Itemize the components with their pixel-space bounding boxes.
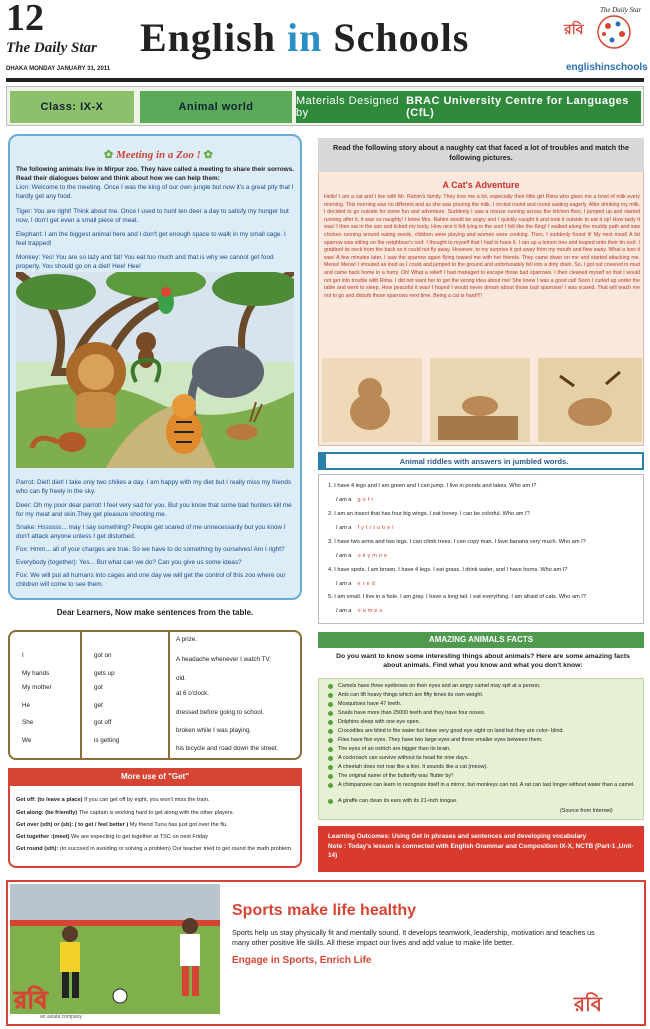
fact-item: Mosquitoes have 47 teeth.: [338, 701, 402, 707]
table-cell: We: [22, 737, 32, 744]
fact-bullet-icon: [328, 799, 333, 804]
brand-website: englishinschools: [566, 62, 648, 73]
get-usage: Get over (sth) or (sb): ( to get / feel better ) My friend Tunu has just got over the flu.: [16, 822, 228, 828]
sentence-table: [8, 630, 302, 760]
tree-icon: ✿: [200, 149, 213, 161]
fact-bullet-icon: [328, 702, 333, 707]
dialog-line: Monkey: Yes! You are so lazy and fat! You eat too much and that is why we cannot get food properly. You should go on a diet! Hee! Hee!: [16, 254, 274, 270]
ad-title: Sports make life healthy: [232, 902, 417, 919]
riddle-question: 2. I am an insect that has four big wings. I eat honey. I can be colorful. Who am I?: [328, 511, 530, 517]
topic-label: Animal world: [140, 91, 292, 123]
robi-brand: রবি: [574, 994, 602, 1016]
fact-item: The eyes of an ostrich are bigger than its brain.: [338, 746, 451, 752]
fact-bullet-icon: [328, 711, 333, 716]
fact-item: Camels have three eyebrows on their eyes and an angry camel may spit at a person.: [338, 683, 541, 689]
table-cell: is getting: [94, 737, 120, 744]
dialog-line: Fox: Hmm... all of your charges are true. So we have to do something by ourselves! Am I right?: [16, 546, 285, 553]
fact-bullet-icon: [328, 765, 333, 770]
riddle-answer: I am a oumes: [336, 608, 385, 614]
riddle-question: 3. I have two arms and two legs. I can climb trees. I can copy man. I love banana very much. Who am I?: [328, 539, 586, 545]
zoo-intro: The following animals live in Mirpur zoo. They have called a meeting to share their sorrows. Read their dialogues below and think about how we can help them:: [16, 166, 295, 182]
dialog-line: Everybody (together): Yes... But what can we do? Can you give us some ideas?: [16, 559, 242, 566]
riddle-answer: I am a okymne: [336, 553, 390, 559]
table-cell: old.: [176, 675, 187, 682]
table-cell: He: [22, 702, 31, 709]
get-usage: Get off: (to leave a place) If you can get off by eight, you won't miss the train.: [16, 797, 210, 803]
class-label: Class: IX-X: [10, 91, 134, 123]
svg-text:রবি: রবি: [564, 21, 584, 37]
fact-item: Flies have five eyes. They have two large eyes and three smaller eyes between them.: [338, 737, 543, 743]
more-get-heading: More use of "Get": [8, 768, 302, 786]
table-cell: My mother: [22, 684, 52, 691]
tree-icon: ✿: [104, 149, 116, 161]
ad-tagline: Engage in Sports, Enrich Life: [232, 955, 372, 966]
zoo-illustration: [16, 272, 294, 468]
facts-intro: Do you want to know some interesting things about animals? Here are some amazing facts about animals. Find what you know and what you don't know:: [336, 653, 630, 670]
facts-heading: AMAZING ANIMALS FACTS: [318, 632, 644, 648]
table-cell: dressed before going to school.: [176, 709, 264, 716]
get-usage: Get round (sth): (to succeed in avoiding or solving a problem) Our teacher tried to get round the math problem.: [16, 846, 293, 852]
fact-item: Ants can lift heavy things which are fifty times its own weight.: [338, 692, 484, 698]
fact-item: Dolphins sleep with one eye open.: [338, 719, 421, 725]
fact-bullet-icon: [328, 783, 333, 788]
story-title: A Cat's Adventure: [442, 180, 520, 190]
fact-bullet-icon: [328, 747, 333, 752]
table-cell: gets up: [94, 670, 115, 677]
riddle-answer: I am a ered: [336, 581, 377, 587]
riddle-question: 4. I have spots. I am brown. I have 4 legs. I eat grass. I drink water, and I have horns. Who am I?: [328, 567, 568, 573]
page-title: English in Schools: [140, 15, 470, 60]
fact-item: Crocodiles are blind in the water but have very good eye sight on land but they are color- blind.: [338, 728, 564, 734]
credit-label: Materials Designed by BRAC University Centre for Languages (CfL): [296, 91, 641, 123]
table-cell: at 6 o'clock.: [176, 690, 210, 697]
dialog-line: Tiger: You are right! Think about me. Once I used to hunt ten deer a day to satisfy my hunger but now, I don't get even a small piece of meat.: [16, 208, 289, 224]
riddle-question: 5. I am small. I live in a hole. I am gray. I have a long tail. I eat everything. I am afraid of cats. Who am I?: [328, 594, 586, 600]
dialog-line: Lion: Welcome to the meeting. Once I was the king of our own jungle but now it's a great pity that I hardly get any food.: [16, 184, 294, 200]
table-cell: got off: [94, 719, 112, 726]
table-cell: She: [22, 719, 34, 726]
story-instruction: Read the following story about a naughty cat that faced a lot of troubles and match the following pictures.: [318, 138, 644, 172]
fact-bullet-icon: [328, 729, 333, 734]
football-photo: [10, 884, 220, 1014]
table-divider: [168, 630, 170, 760]
learners-heading: Dear Learners, Now make sentences from the table.: [56, 608, 254, 617]
fact-bullet-icon: [328, 774, 333, 779]
dialog-line: Fox: We will put all humans into cages and one day we will get the control of this zoo where our children will come to see them.: [16, 572, 286, 588]
fact-bullet-icon: [328, 756, 333, 761]
fact-bullet-icon: [328, 693, 333, 698]
axiata-label: an axiata company: [40, 1014, 82, 1020]
fact-item: A chimpanzee can learn to recognize itself in a mirror, but monkeys can not. A rat can last longer without water than a camel.: [338, 782, 635, 788]
get-usage: Get along: (be friendly) The captain is working hard to get along with the other players.: [16, 810, 235, 816]
table-cell: A headache whenever I watch TV.: [176, 656, 271, 663]
table-cell: get: [94, 702, 103, 709]
table-cell: I: [22, 652, 24, 659]
fact-bullet-icon: [328, 684, 333, 689]
table-cell: got on: [94, 652, 112, 659]
riddle-answer: I am a gofr: [336, 497, 376, 503]
fact-item: A giraffe can clean its ears with its 21-inch tongue.: [338, 798, 458, 804]
table-cell: My hands: [22, 670, 50, 677]
dateline: DHAKA MONDAY JANUARY 31, 2011: [6, 66, 111, 72]
riddle-answer: I am a fytrtubel: [336, 525, 396, 531]
dialog-line: Elephant: I am the biggest animal here and I don't get enough space to walk in my small cage. I feel trapped!: [16, 231, 286, 247]
svg-text:রবি: রবি: [14, 987, 48, 1014]
riddles-heading: Animal riddles with answers in jumbled words.: [318, 452, 644, 470]
table-cell: broken while I was playing.: [176, 727, 252, 734]
masthead-rule: [6, 78, 644, 82]
table-cell: got: [94, 684, 103, 691]
learning-outcome: Learning Outcomes: Using Get in phrases and sentences and developing vocabulary Note : Today's lesson is connected with English Grammar and Composition IX-X, NCTB (Part-1 ,Unit-14): [318, 826, 644, 872]
fact-bullet-icon: [328, 738, 333, 743]
fact-item: The original name of the butterfly was 'flutter by'!: [338, 773, 454, 779]
fact-item: Snails have more than 25000 teeth and they have four noses.: [338, 710, 486, 716]
facts-source: (Source from Internet): [560, 808, 613, 814]
table-cell: his bicycle and road down the street.: [176, 745, 279, 752]
riddle-question: 1. I have 4 legs and I am green and I can jump. I live in ponds and lakes. Who am I?: [328, 483, 537, 489]
dialog-line: Snake: Hssssss... may I say something? People get scared of me unnecessarily but you know I don't attack anyone unless I get disturbed.: [16, 524, 286, 540]
get-usage: Get together :(meet) We are expecting to get together at TSC on next Friday: [16, 834, 208, 840]
fact-item: A cockroach can survive without its head for nine days.: [338, 755, 469, 761]
daily-star-logo: The Daily Star: [6, 40, 97, 56]
fact-item: A cheetah does not roar like a lion. It sounds like a cat (meow).: [338, 764, 488, 770]
brand-logo-text: The Daily Star: [600, 6, 642, 14]
dialog-line: Deer: Oh my poor dear parrot! I feel very sad for you. But you know that some bad hunters kill me for my meat and skin.They get pleasure shooting me.: [16, 502, 292, 518]
zoo-heading: ✿ Meeting in a Zoo ! ✿: [104, 149, 213, 161]
table-cell: A prize.: [176, 636, 197, 643]
page-number: 12: [6, 0, 44, 39]
story-text: Hello! I am a cat and I live with Mr. Rahim's family. They love me a lot, especially their little girl Rima who gives me a bowl of milk every morning. This morning was no different and as she was pouring the milk, I circled round and round waiting eagerly. After drinking my milk, I decided to go outside for some fun and adventure. Suddenly I saw a mouse running across the kitchen floor, I jumped up and started running after it, it was so naughty! I knew Mrs. Rahim would be angry and I quickly caught it and took it outside to eat it up! How tasty it was! I then sat in the sun and licked my body. How nice it felt lying in the sun! I felt like the King! I walked along the muddy path and saw chicken running around eating seeds, children were playing and women were cooking. Then, I suddenly found it! My next meal! A fat sparrow was sitting on the neighbour's roof. I thought to myself that I had to have it. I ran up a lemon tree and leaped onto their tin roof. I grabbed its neck from the back so it could not fly away. However, to my surprise it got away from my mouth and flew away. What a loss it was! A few minutes later, I saw the sparrow again flying toward me with her friends. They came down on me and started attacking me. Meow! Meow! I shouted as loud as I could and jumped to the ground and unfortunately fell into a dirty drain. So, I got out covered in mud and came back home in a hurry. Oh! What a relief! I had managed to escape those bad sparrows. I then cleaned myself so that I would not get into trouble with Rima. I did not want her to get the wrong idea about me! She knew I was a good cat! Soon I curled up under the table and went to sleep. How peaceful it was! I hoped I would never dream about those bad sparrows! I was scared. That will teach me not to go and disturb those sparrows next time. Being a cat is hard!!!!: [324, 194, 640, 299]
ad-body: Sports help us stay physically fit and mentally sound. It develops teamwork, leadership, motivation and teaches us many other positive life skills. All these impact our lives and add value to make life better.: [232, 928, 595, 947]
dialog-line: Parrot: Diet! diet! I take only two chilies a day. I am happy with my diet but I really miss my friends who can fly freely in the sky.: [16, 479, 292, 495]
cat-pictures: [320, 356, 644, 444]
fact-bullet-icon: [328, 720, 333, 725]
table-divider: [80, 630, 82, 760]
